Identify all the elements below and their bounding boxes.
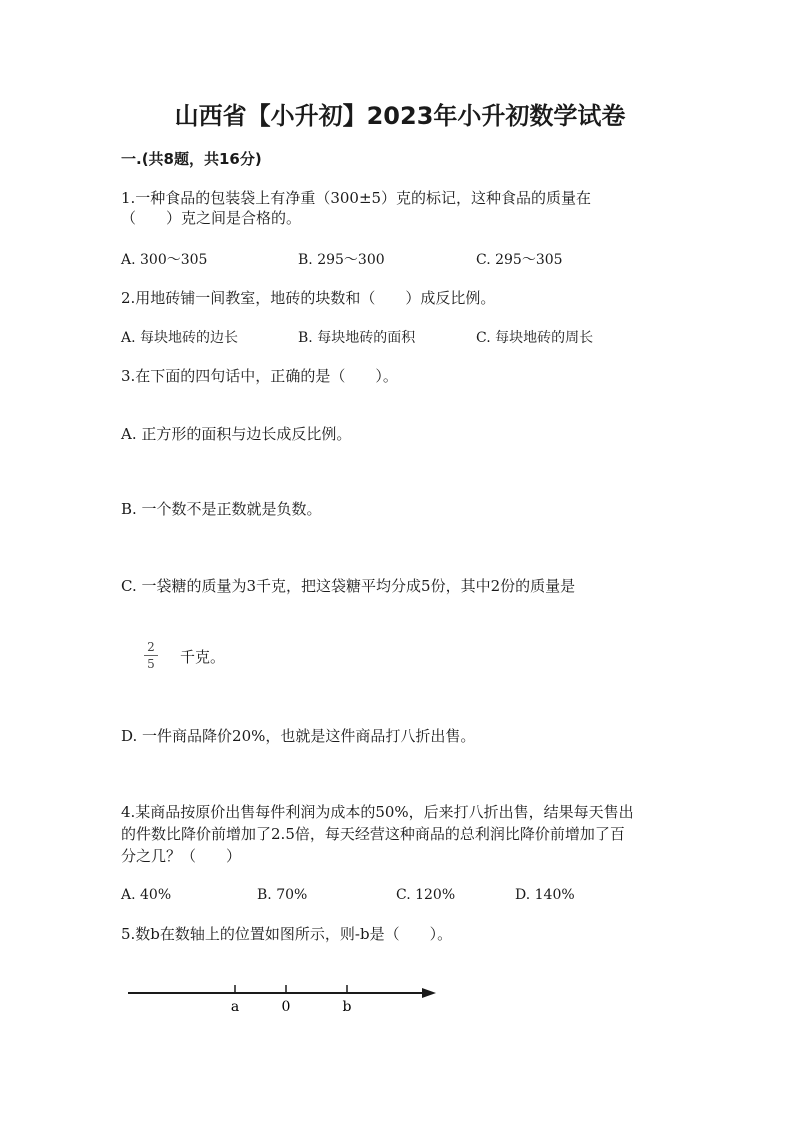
q3-option-c: C. 一袋糖的质量为3千克，把这袋糖平均分成5份，其中2份的质量是: [121, 577, 576, 595]
q4-text-line1: 4.某商品按原价出售每件利润为成本的50%，后来打八折出售，结果每天售出: [121, 803, 634, 821]
fraction-bar: [144, 655, 158, 656]
q3-fraction: [144, 640, 158, 671]
section-heading: 一.(共8题，共16分): [121, 150, 262, 168]
q4-option-a: A. 40%: [121, 887, 172, 903]
q3-option-b: B. 一个数不是正数就是负数。: [121, 500, 322, 518]
q5-text: 5.数b在数轴上的位置如图所示，则-b是（ ）。: [121, 925, 453, 943]
page-title: 山西省【小升初】2023年小升初数学试卷: [174, 102, 626, 130]
q4-text-line2: 的件数比降价前增加了2.5倍，每天经营这种商品的总利润比降价前增加了百: [121, 825, 625, 843]
q4-option-c: C. 120%: [396, 887, 456, 903]
q2-option-c: C. 每块地砖的周长: [476, 330, 594, 346]
q1-option-a: A. 300～305: [121, 252, 208, 268]
number-line-figure: [120, 975, 450, 1025]
q4-option-d: D. 140%: [515, 887, 575, 903]
q1-text-line2: （ ）克之间是合格的。: [121, 209, 302, 227]
q3-option-c-unit: 千克。: [180, 648, 226, 666]
number-line-arrow: [422, 988, 436, 998]
label-a: a: [230, 999, 240, 1015]
q1-option-b: B. 295～300: [298, 252, 385, 268]
q3-option-a: A. 正方形的面积与边长成反比例。: [121, 425, 352, 443]
q2-text: 2.用地砖铺一间教室，地砖的块数和（ ）成反比例。: [121, 289, 496, 307]
q3-option-d: D. 一件商品降价20%，也就是这件商品打八折出售。: [121, 727, 476, 745]
q2-option-b: B. 每块地砖的面积: [298, 330, 416, 346]
q3-text: 3.在下面的四句话中，正确的是（ ）。: [121, 367, 398, 385]
label-zero: 0: [281, 999, 291, 1015]
q4-text-line3: 分之几？（ ）: [121, 847, 242, 865]
q4-option-b: B. 70%: [257, 887, 308, 903]
q1-text-line1: 1.一种食品的包装袋上有净重（300±5）克的标记，这种食品的质量在: [121, 189, 592, 207]
fraction-denominator: 5: [147, 657, 155, 671]
q1-option-c: C. 295～305: [476, 252, 563, 268]
label-b: b: [342, 999, 352, 1015]
q2-option-a: A. 每块地砖的边长: [121, 330, 239, 346]
fraction-numerator: 2: [147, 640, 155, 654]
